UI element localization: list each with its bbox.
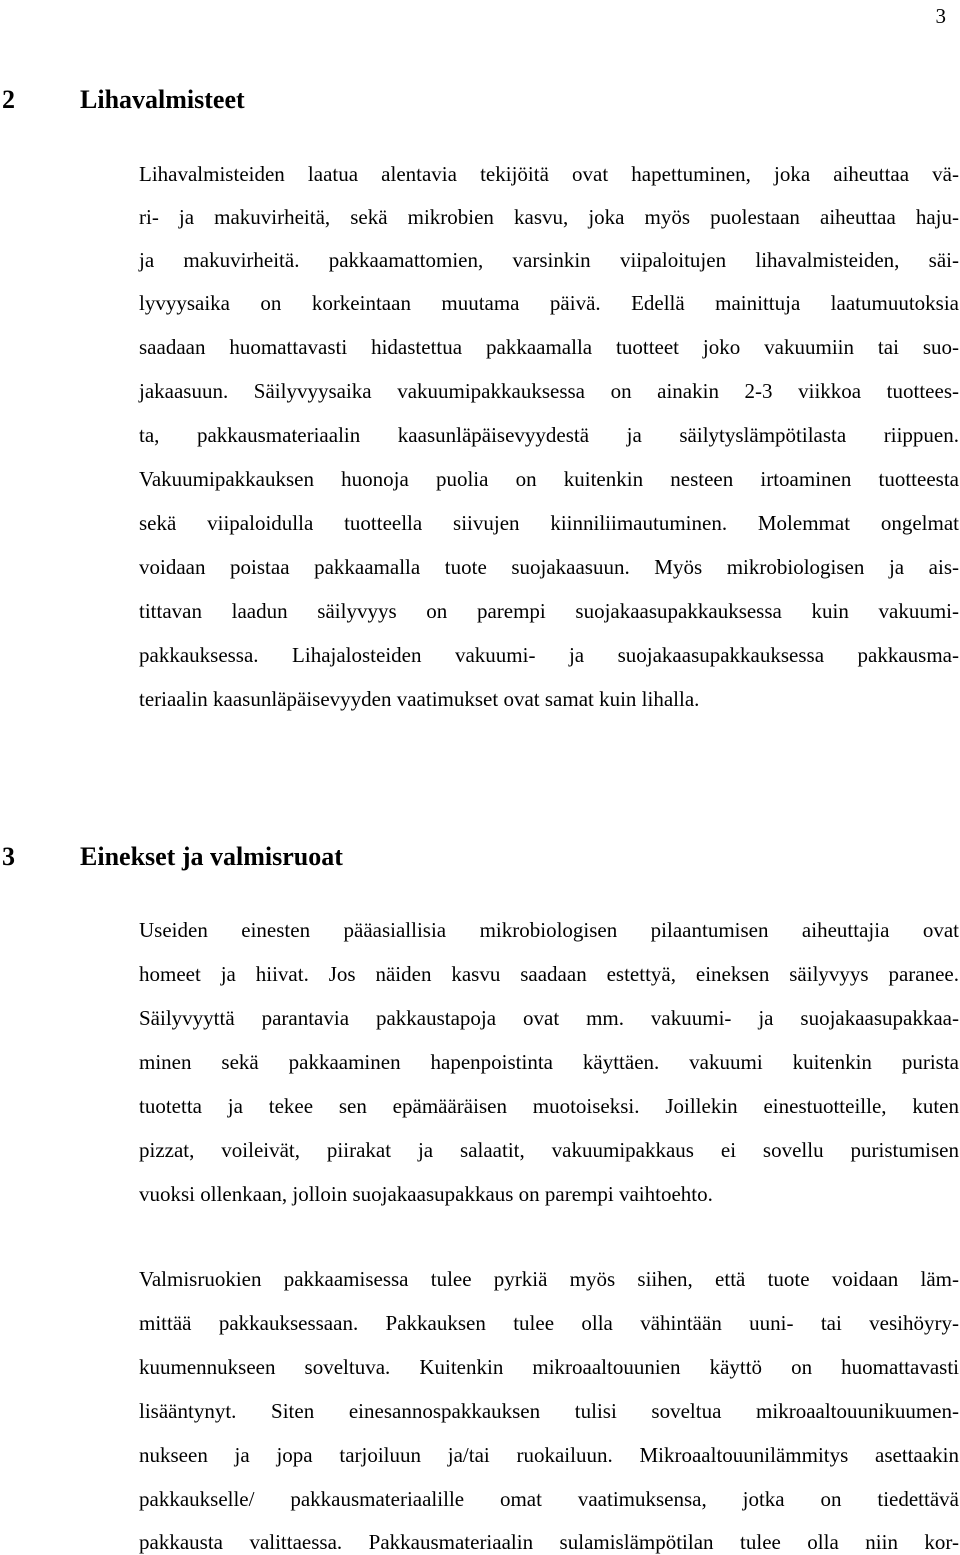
text-line: jakaasuun. Säilyvyysaika vakuumipakkauksessa on ainakin 2-3 viikkoa tuottees- bbox=[139, 379, 959, 403]
section-title: Einekset ja valmisruoat bbox=[80, 842, 343, 871]
text-line: pizzat, voileivät, piirakat ja salaatit, vakuumipakkaus ei sovellu puristumisen bbox=[139, 1138, 959, 1162]
text-line: voidaan poistaa pakkaamalla tuote suojakaasuun. Myös mikrobiologisen ja ais- bbox=[139, 555, 959, 579]
text-line: Lihavalmisteiden laatua alentavia tekijöitä ovat hapettuminen, joka aiheuttaa vä- bbox=[139, 162, 959, 186]
text-line: Säilyvyyttä parantavia pakkaustapoja ovat mm. vakuumi- ja suojakaasupakkaa- bbox=[139, 1006, 959, 1030]
text-line: ja makuvirheitä. pakkaamattomien, varsinkin viipaloitujen lihavalmisteiden, säi- bbox=[139, 248, 959, 272]
page-number: 3 bbox=[935, 4, 946, 28]
text-line: mittää pakkauksessaan. Pakkauksen tulee olla vähintään uuni- tai vesihöyry- bbox=[139, 1311, 959, 1335]
text-line: Vakuumipakkauksen huonoja puolia on kuitenkin nesteen irtoaminen tuotteesta bbox=[139, 467, 959, 491]
section-number: 3 bbox=[2, 842, 15, 871]
text-line: lyvyysaika on korkeintaan muutama päivä. Edellä mainittuja laatumuutoksia bbox=[139, 291, 959, 315]
text-line: nukseen ja jopa tarjoiluun ja/tai ruokailuun. Mikroaaltouunilämmitys asettaakin bbox=[139, 1443, 959, 1467]
text-line: tuotetta ja tekee sen epämääräisen muotoiseksi. Joillekin einestuotteille, kuten bbox=[139, 1094, 959, 1118]
text-line: sekä viipaloidulla tuotteella siivujen kiinniliimautuminen. Molemmat ongelmat bbox=[139, 511, 959, 535]
text-line: kuumennukseen soveltuva. Kuitenkin mikroaaltouunien käyttö on huomattavasti bbox=[139, 1355, 959, 1379]
text-line: Useiden einesten pääasiallisia mikrobiologisen pilaantumisen aiheuttajia ovat bbox=[139, 918, 959, 942]
section-heading-3 bbox=[2, 842, 343, 872]
text-line: homeet ja hiivat. Jos näiden kasvu saadaan estettyä, eineksen säilyvyys paranee. bbox=[139, 962, 959, 986]
text-line: saadaan huomattavasti hidastettua pakkaamalla tuotteet joko vakuumiin tai suo- bbox=[139, 335, 959, 359]
section-title: Lihavalmisteet bbox=[80, 85, 245, 114]
section-heading-2 bbox=[2, 85, 245, 115]
text-line: lisääntynyt. Siten einesannospakkauksen tulisi soveltua mikroaaltouunikuumen- bbox=[139, 1399, 959, 1423]
section-number: 2 bbox=[2, 85, 15, 114]
text-line: vuoksi ollenkaan, jolloin suojakaasupakkaus on parempi vaihtoehto. bbox=[139, 1182, 713, 1206]
text-line: pakkausta valittaessa. Pakkausmateriaalin sulamislämpötilan tulee olla niin kor- bbox=[139, 1530, 959, 1554]
text-line: ta, pakkausmateriaalin kaasunläpäisevyydestä ja säilytyslämpötilasta riippuen. bbox=[139, 423, 959, 447]
text-line: teriaalin kaasunläpäisevyyden vaatimukset ovat samat kuin lihalla. bbox=[139, 687, 700, 711]
text-line: Valmisruokien pakkaamisessa tulee pyrkiä myös siihen, että tuote voidaan läm- bbox=[139, 1267, 959, 1291]
text-line: ri- ja makuvirheitä, sekä mikrobien kasvu, joka myös puolestaan aiheuttaa haju- bbox=[139, 205, 959, 229]
text-line: pakkaukselle/ pakkausmateriaalille omat vaatimuksensa, jotka on tiedettävä bbox=[139, 1487, 959, 1511]
text-line: minen sekä pakkaaminen hapenpoistinta käyttäen. vakuumi kuitenkin purista bbox=[139, 1050, 959, 1074]
text-line: pakkauksessa. Lihajalosteiden vakuumi- ja suojakaasupakkauksessa pakkausma- bbox=[139, 643, 959, 667]
text-line: tittavan laadun säilyvyys on parempi suojakaasupakkauksessa kuin vakuumi- bbox=[139, 599, 959, 623]
